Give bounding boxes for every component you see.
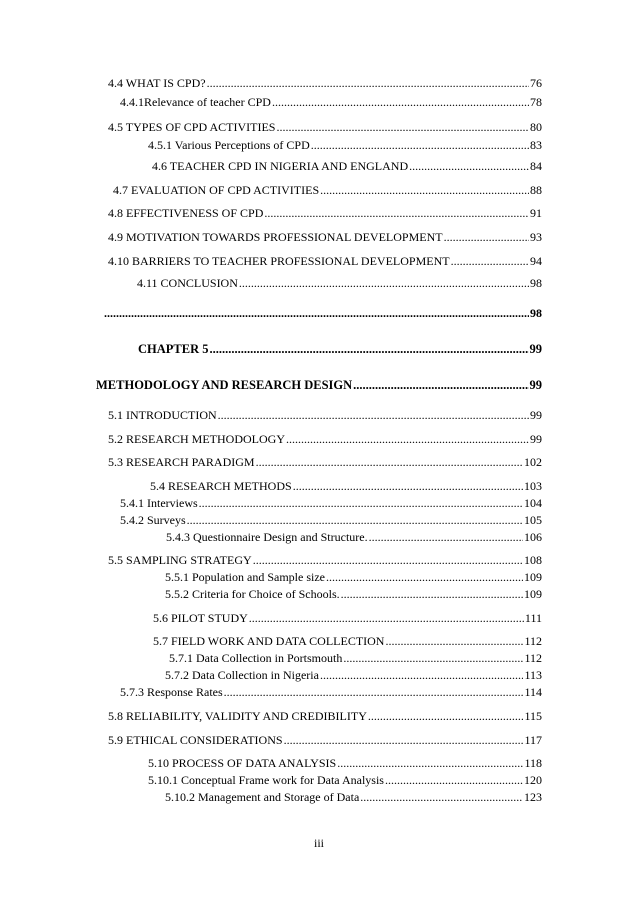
toc-entry-page: 93	[530, 230, 542, 244]
leader-dots	[385, 634, 523, 648]
toc-entry-title: 5.7 FIELD WORK AND DATA COLLECTION	[153, 634, 385, 648]
leader-dots	[210, 342, 529, 356]
toc-entry-title: 4.7 EVALUATION OF CPD ACTIVITIES	[113, 183, 320, 197]
leader-dots	[369, 530, 523, 544]
toc-entry	[108, 120, 542, 134]
toc-entry	[152, 159, 542, 173]
toc-entry	[148, 756, 542, 770]
leader-dots	[272, 95, 529, 109]
toc-entry-page: 106	[524, 530, 542, 544]
toc-entry	[120, 496, 542, 510]
leader-dots	[311, 138, 529, 152]
toc-entry-page: 104	[524, 496, 542, 510]
toc-entry-title: METHODOLOGY AND RESEARCH DESIGN	[96, 378, 353, 392]
toc-entry	[108, 206, 542, 220]
toc-entry-page: 83	[530, 138, 542, 152]
toc-entry-page: 76	[530, 76, 542, 90]
toc-entry-title: 4.8 EFFECTIVENESS OF CPD	[108, 206, 264, 220]
toc-entry-title: 4.6 TEACHER CPD IN NIGERIA AND ENGLAND	[152, 159, 409, 173]
toc-entry-page: 117	[524, 733, 542, 747]
toc-entry-page: 78	[530, 95, 542, 109]
leader-dots	[249, 611, 524, 625]
leader-dots	[353, 378, 528, 392]
toc-entry-title: 5.8 RELIABILITY, VALIDITY AND CREDIBILITY	[108, 709, 367, 723]
leader-dots	[218, 408, 529, 422]
leader-dots	[187, 513, 523, 527]
leader-dots	[284, 733, 524, 747]
leader-dots	[360, 790, 523, 804]
toc-entry-title: 5.5 SAMPLING STRATEGY	[108, 553, 252, 567]
toc-entry-page: 98	[530, 276, 542, 290]
toc-entry-page: 109	[524, 570, 542, 584]
toc-entry-title: 5.7.1 Data Collection in Portsmouth	[169, 651, 343, 665]
toc-entry-page: 91	[530, 206, 542, 220]
leader-dots	[293, 479, 523, 493]
toc-entry-page: 99	[530, 408, 542, 422]
leader-dots	[385, 773, 523, 787]
toc-entry-page: 88	[530, 183, 542, 197]
leader-dots	[451, 254, 529, 268]
leader-dots	[368, 709, 524, 723]
toc-entry	[113, 183, 542, 197]
toc-entry-title: 5.4.1 Interviews	[120, 496, 198, 510]
leader-dots	[104, 306, 529, 320]
toc-entry-title: 5.3 RESEARCH PARADIGM	[108, 455, 255, 469]
leader-dots	[276, 120, 529, 134]
toc-entry	[153, 634, 542, 648]
toc-entry-title: 5.4.2 Surveys	[120, 513, 186, 527]
toc-entry-page: 84	[530, 159, 542, 173]
toc-entry-title: 5.5.1 Population and Sample size	[165, 570, 325, 584]
leader-dots	[199, 496, 523, 510]
toc-entry-page: 115	[524, 709, 542, 723]
toc-entry	[153, 611, 542, 625]
leader-dots	[320, 183, 529, 197]
toc-entry	[165, 587, 542, 601]
leader-dots	[320, 668, 523, 682]
toc-entry-page: 94	[530, 254, 542, 268]
toc-entry-title: 5.7.3 Response Rates	[120, 685, 223, 699]
leader-dots	[207, 76, 529, 90]
toc-entry-page: 118	[524, 756, 542, 770]
leader-dots	[326, 570, 523, 584]
page-number: iii	[313, 836, 324, 850]
toc-entry-page: 102	[524, 455, 542, 469]
toc-entry	[108, 230, 542, 244]
leader-dots	[286, 432, 529, 446]
toc-entry-page: 113	[524, 668, 542, 682]
toc-entry	[165, 570, 542, 584]
toc-entry-page: 120	[524, 773, 542, 787]
toc-entry-title: 5.7.2 Data Collection in Nigeria	[165, 668, 319, 682]
toc-entry	[148, 773, 542, 787]
toc-entry-title: 4.10 BARRIERS TO TEACHER PROFESSIONAL DEVELOPMENT	[108, 254, 450, 268]
toc-entry-page: 112	[524, 634, 542, 648]
toc-entry-title: 5.4.3 Questionnaire Design and Structure.	[166, 530, 368, 544]
toc-entry-title: 4.4 WHAT IS CPD?	[108, 76, 206, 90]
leader-dots	[253, 553, 523, 567]
toc-entry-title: 5.6 PILOT STUDY	[153, 611, 248, 625]
toc-entry	[165, 790, 542, 804]
leader-dots	[341, 587, 523, 601]
toc-entry-title: 5.10.2 Management and Storage of Data	[165, 790, 360, 804]
toc-entry-title: 5.10 PROCESS OF DATA ANALYSIS	[148, 756, 337, 770]
toc-entry	[150, 479, 542, 493]
toc-entry-page: 111	[524, 611, 542, 625]
toc-entry-page: 114	[524, 685, 542, 699]
toc-entry-page: 109	[524, 587, 542, 601]
toc-entry	[108, 76, 542, 90]
toc-entry	[103, 306, 542, 320]
toc-entry	[169, 651, 542, 665]
leader-dots	[409, 159, 529, 173]
toc-entry	[108, 733, 542, 747]
toc-entry	[108, 408, 542, 422]
toc-entry	[120, 685, 542, 699]
toc-entry	[108, 432, 542, 446]
toc-entry	[96, 378, 542, 392]
leader-dots	[337, 756, 523, 770]
toc-entry	[120, 513, 542, 527]
toc-entry	[108, 455, 542, 469]
leader-dots	[343, 651, 523, 665]
toc-entry-title: 4.5 TYPES OF CPD ACTIVITIES	[108, 120, 276, 134]
toc-entry	[138, 342, 542, 356]
toc-entry-page: 80	[530, 120, 542, 134]
toc-entry	[148, 138, 542, 152]
toc-entry-title: 4.4.1Relevance of teacher CPD	[120, 95, 271, 109]
toc-entry-page: 108	[524, 553, 542, 567]
toc-entry-page: 99	[530, 432, 542, 446]
toc-entry-title: 5.10.1 Conceptual Frame work for Data Analysis	[148, 773, 384, 787]
toc-entry-page: 123	[524, 790, 542, 804]
leader-dots	[239, 276, 529, 290]
toc-entry-title: 4.11 CONCLUSION	[137, 276, 238, 290]
leader-dots	[444, 230, 529, 244]
toc-entry-page: 98	[530, 306, 542, 320]
leader-dots	[256, 455, 523, 469]
toc-entry-page: 103	[524, 479, 542, 493]
toc-entry-title: 5.4 RESEARCH METHODS	[150, 479, 292, 493]
leader-dots	[224, 685, 524, 699]
toc-entry-page: 112	[524, 651, 542, 665]
toc-entry-title: 5.5.2 Criteria for Choice of Schools.	[165, 587, 340, 601]
toc-entry-title: 5.9 ETHICAL CONSIDERATIONS	[108, 733, 283, 747]
leader-dots	[264, 206, 529, 220]
toc-entry-page: 105	[524, 513, 542, 527]
toc-entry-title: CHAPTER 5	[138, 342, 209, 356]
toc-entry-title: 4.5.1 Various Perceptions of CPD	[148, 138, 310, 152]
toc-entry	[108, 254, 542, 268]
toc-entry-title: 5.1 INTRODUCTION	[108, 408, 217, 422]
toc-entry-page: 99	[529, 342, 542, 356]
toc-entry	[108, 709, 542, 723]
toc-entry	[165, 668, 542, 682]
toc-entry	[137, 276, 542, 290]
toc-entry	[108, 553, 542, 567]
toc-entry-title: 5.2 RESEARCH METHODOLOGY	[108, 432, 285, 446]
toc-entry-title: 4.9 MOTIVATION TOWARDS PROFESSIONAL DEVELOPMENT	[108, 230, 443, 244]
toc-entry-page: 99	[529, 378, 542, 392]
toc-entry	[120, 95, 542, 109]
toc-entry	[166, 530, 542, 544]
